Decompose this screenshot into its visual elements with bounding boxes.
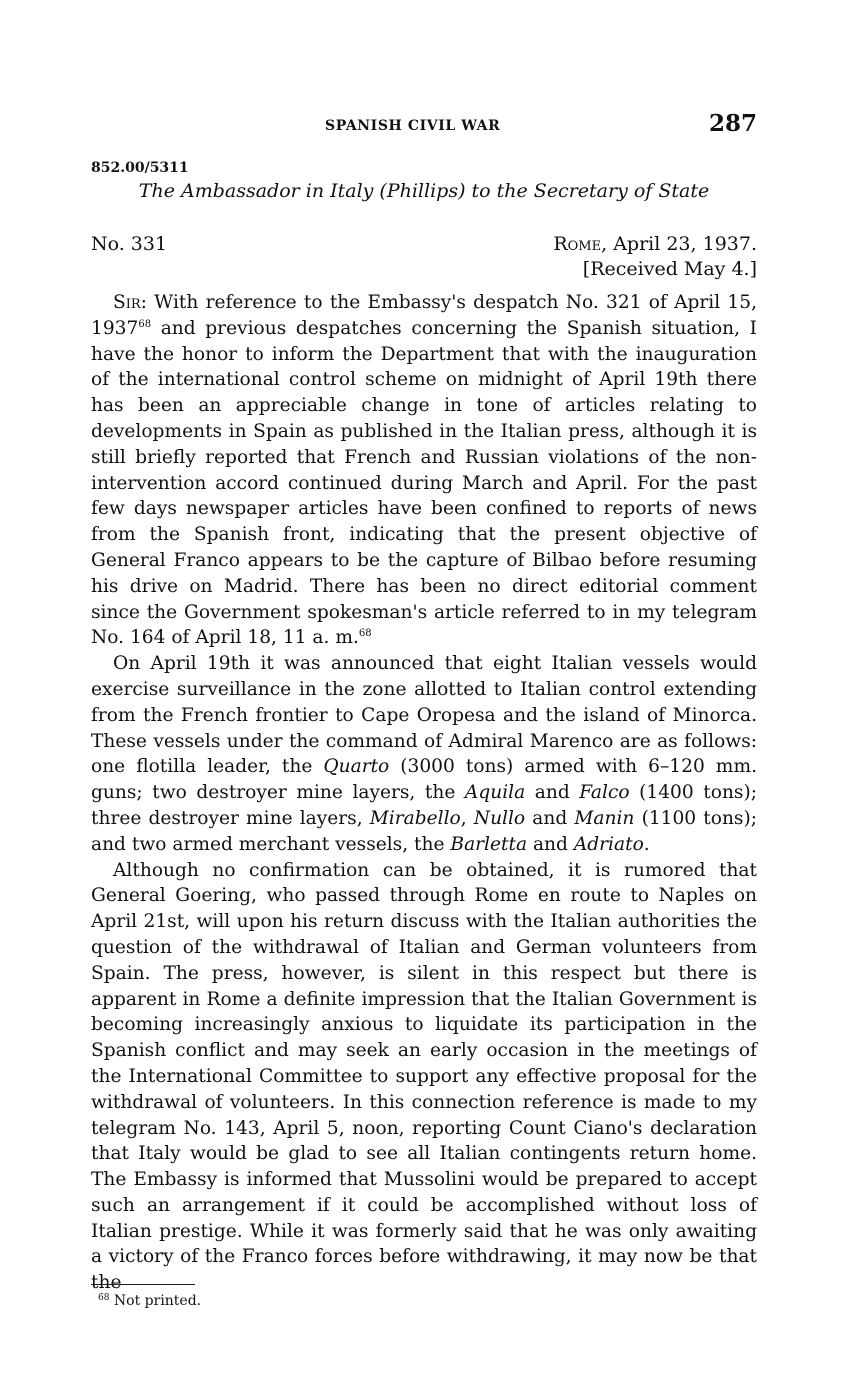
paragraph-text: and xyxy=(527,833,574,855)
file-number: 852.00/5311 xyxy=(91,160,189,176)
date: , April 23, 1937. xyxy=(601,233,757,255)
place: Rome xyxy=(553,233,602,255)
paragraph-text: (1400 tons); three destroyer mine layers, xyxy=(91,782,757,829)
ship-name: Aquila xyxy=(464,782,526,804)
ship-name: Mirabello xyxy=(369,807,461,829)
paragraph-text: . xyxy=(643,833,650,855)
despatch-number: No. 331 xyxy=(91,233,168,255)
ship-name: Adriato xyxy=(573,833,644,855)
footnote-text: Not printed. xyxy=(109,1293,202,1309)
footnote-ref: 68 xyxy=(358,628,372,640)
page-number: 287 xyxy=(708,110,757,137)
document-title: The Ambassador in Italy (Phillips) to the Secretary of State xyxy=(138,180,710,202)
paragraph-text: and previous despatches concerning the Spanish situation, I have the honor to inform the Department that with the inauguration of the international control scheme on midnight of April 19th there has been an appreciable change in tone of articles relating to developments in Spain as published in the Italian press, although it is still briefly reported that French and Russian violations of the non-intervention accord continued during March and April. For the past few days newspaper articles have been confined to reports of news from the Spanish front, indicating that the present objective of General Franco appears to be the capture of Bilbao before resuming his drive on Madrid. There has been no direct editorial comment since the Government spokesman's article referred to in my telegram No. 164 of April 18, 11 a. m. xyxy=(91,317,757,649)
body-text xyxy=(91,290,757,1296)
ship-name: Falco xyxy=(579,782,630,804)
footnote xyxy=(98,1293,201,1309)
received-date: [Received May 4.] xyxy=(582,258,757,280)
footnote-divider xyxy=(91,1284,195,1285)
ship-name: Nullo xyxy=(473,807,526,829)
place-date xyxy=(553,232,757,257)
paragraph-text: On April 19th it was announced that eight Italian vessels would exercise surveillance in the zone allotted to Italian control extending from the French frontier to Cape Oropesa and the island of Minorca. These vessels under the command of Admiral Marenco are as follows: one flotilla leader, the xyxy=(91,653,757,778)
paragraph-text: and xyxy=(525,807,575,829)
paragraph-text: : With reference to the Embassy's despatch No. 321 of April 15, 1937 xyxy=(91,292,757,339)
paragraph-3: Although no confirmation can be obtained, it is rumored that General Goering, who passed through Rome en route to Naples on April 21st, will upon his return discuss with the Italian authorities the question of the withdrawal of Italian and German volunteers from Spain. The press, however, is silent in this respect but there is apparent in Rome a definite impression that the Italian Government is becoming increasingly anxious to liquidate its participation in the Spanish conflict and may seek an early occasion in the meetings of the International Committee to support any effective proposal for the withdrawal of volunteers. In this connection reference is made to my telegram No. 143, April 5, noon, reporting Count Ciano's declaration that Italy would be glad to see all Italian contingents return home. The Embassy is informed that Mussolini would be prepared to accept such an arrangement if it could be accomplished without loss of Italian prestige. While it was formerly said that he was only awaiting a victory of the Franco forces before withdrawing, it may now be that the xyxy=(91,859,757,1294)
paragraph-2 xyxy=(91,651,757,857)
paragraph-1 xyxy=(91,290,757,651)
ship-name: Manin xyxy=(574,807,635,829)
running-title: SPANISH CIVIL WAR xyxy=(325,118,501,134)
paragraph-text: (1100 tons); and two armed merchant vessels, the xyxy=(91,807,757,855)
paragraph-text: , xyxy=(460,807,474,829)
ship-name: Barletta xyxy=(450,833,528,855)
salutation: Sir xyxy=(113,292,141,313)
ship-name: Quarto xyxy=(323,756,390,778)
footnote-ref: 68 xyxy=(138,318,152,330)
paragraph-text: and xyxy=(525,782,580,804)
footnote-marker: 68 xyxy=(98,1293,110,1303)
paragraph-text: (3000 tons) armed with 6–120 mm. guns; two destroyer mine layers, the xyxy=(91,756,757,804)
running-header xyxy=(91,110,757,140)
